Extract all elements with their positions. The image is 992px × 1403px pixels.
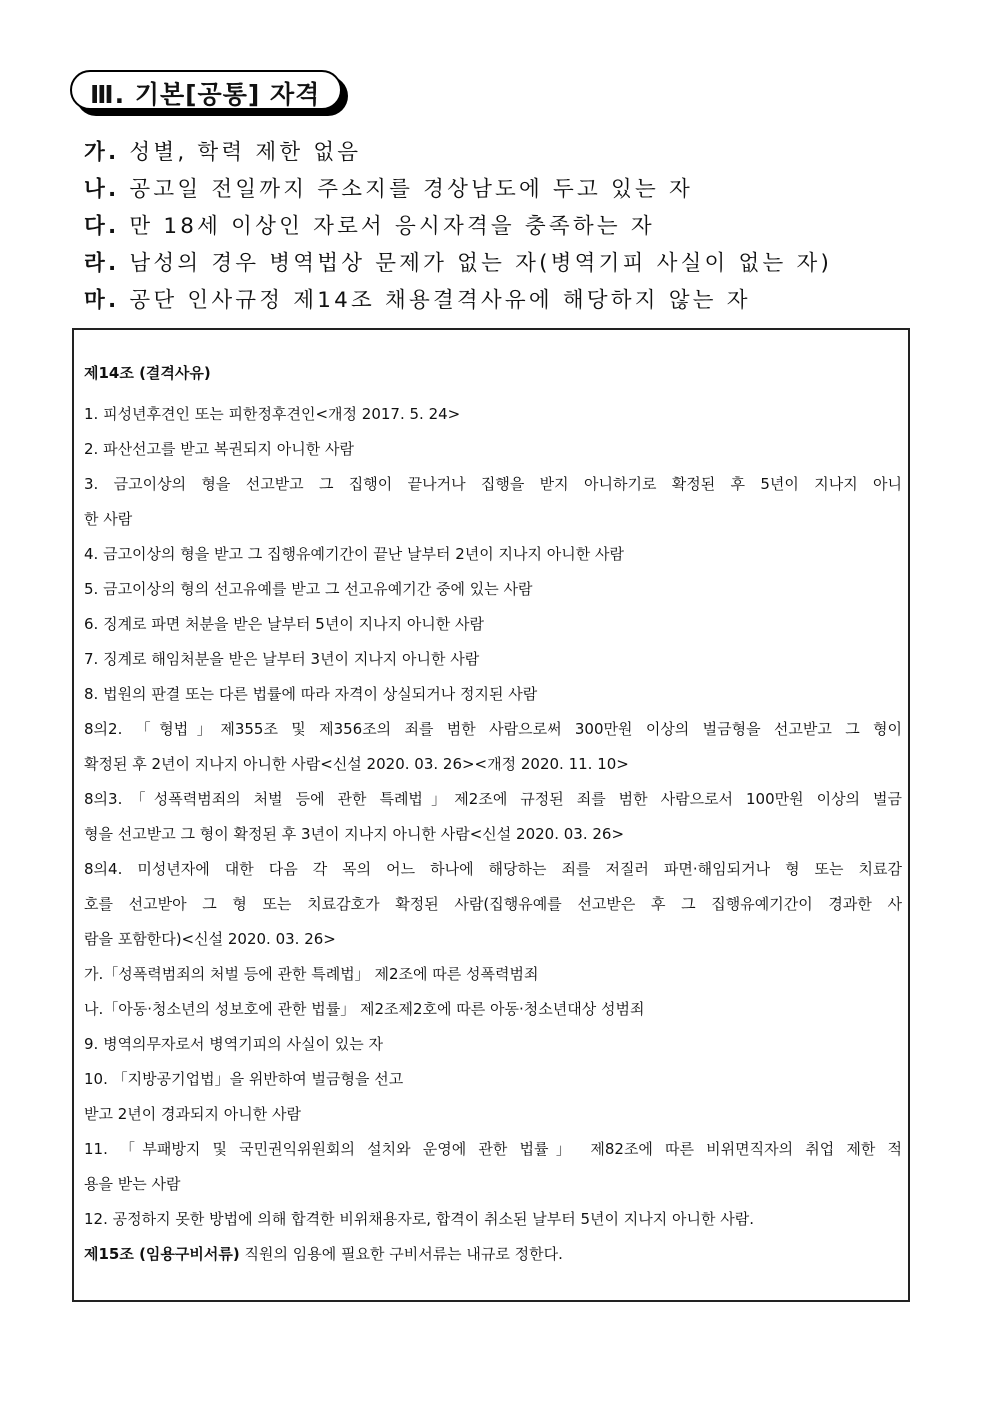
- regulation-line: 확정된 후 2년이 지나지 아니한 사람<신설 2020. 03. 26><개정 2020. 11. 10>: [84, 755, 629, 773]
- list-item: [84, 171, 944, 208]
- regulation-line: 8의3.「성폭력범죄의 처벌 등에 관한 특례법」제2조에 규정된 죄를 범한 사람으로서 100만원 이상의 벌금: [84, 790, 902, 808]
- regulation-line: 8의2. 「형법」제355조 및 제356조의 죄를 범한 사람으로써 300만원 이상의 벌금형을 선고받고 그 형이: [84, 720, 902, 738]
- article-15-text: 직원의 임용에 필요한 구비서류는 내규로 정한다.: [239, 1245, 563, 1263]
- regulation-line: 6. 징계로 파면 처분을 받은 날부터 5년이 지나지 아니한 사람: [84, 615, 485, 633]
- regulation-line: 가.「성폭력범죄의 처벌 등에 관한 특례법」 제2조에 따른 성폭력범죄: [84, 965, 539, 983]
- list-item: [84, 282, 944, 319]
- item-marker: 라.: [84, 251, 120, 276]
- item-marker: 마.: [84, 288, 120, 313]
- article-15-line: [84, 1237, 902, 1272]
- item-text: 남성의 경우 병역법상 문제가 없는 자(병역기피 사실이 없는 자): [129, 251, 833, 276]
- item-text: 공고일 전일까지 주소지를 경상남도에 두고 있는 자: [129, 177, 693, 202]
- regulation-box: [72, 328, 910, 1302]
- regulation-line: 1. 피성년후견인 또는 피한정후견인<개정 2017. 5. 24>: [84, 405, 461, 423]
- regulation-line: 용을 받는 사람: [84, 1175, 181, 1193]
- section-title-tab: [70, 70, 350, 118]
- regulation-line: 2. 파산선고를 받고 복권되지 아니한 사람: [84, 440, 354, 458]
- regulation-line: 10. 「지방공기업법」을 위반하여 벌금형을 선고: [84, 1070, 404, 1088]
- regulation-content: [84, 356, 902, 1272]
- item-text: 성별, 학력 제한 없음: [129, 140, 362, 165]
- section-title: Ⅲ. 기본[공통] 자격: [90, 80, 321, 109]
- list-item: [84, 245, 944, 282]
- regulation-line: 3. 금고이상의 형을 선고받고 그 집행이 끝나거나 집행을 받지 아니하기로 확정된 후 5년이 지나지 아니: [84, 475, 902, 493]
- regulation-line: 11. 「부패방지 및 국민권익위원회의 설치와 운영에 관한 법률」 제82조에 따른 비위면직자의 취업 제한 적: [84, 1140, 902, 1158]
- regulation-line: 5. 금고이상의 형의 선고유예를 받고 그 선고유예기간 중에 있는 사람: [84, 580, 533, 598]
- qualification-list: [84, 134, 944, 319]
- item-text: 만 18세 이상인 자로서 응시자격을 충족하는 자: [129, 214, 655, 239]
- list-item: [84, 208, 944, 245]
- regulation-line: 8의4. 미성년자에 대한 다음 각 목의 어느 하나에 해당하는 죄를 저질러 파면·해임되거나 형 또는 치료감: [84, 860, 902, 878]
- article-heading: 제14조 (결격사유): [84, 364, 211, 382]
- regulation-line: 한 사람: [84, 510, 133, 528]
- regulation-line: 나.「아동·청소년의 성보호에 관한 법률」 제2조제2호에 따른 아동·청소년대상 성범죄: [84, 1000, 645, 1018]
- item-marker: 다.: [84, 214, 120, 239]
- regulation-line: 4. 금고이상의 형을 받고 그 집행유예기간이 끝난 날부터 2년이 지나지 아니한 사람: [84, 545, 624, 563]
- regulation-line: 형을 선고받고 그 형이 확정된 후 3년이 지나지 아니한 사람<신설 2020. 03. 26>: [84, 825, 625, 843]
- item-marker: 나.: [84, 177, 120, 202]
- regulation-line: 12. 공정하지 못한 방법에 의해 합격한 비위채용자로, 합격이 취소된 날부터 5년이 지나지 아니한 사람.: [84, 1210, 755, 1228]
- regulation-line: 호를 선고받아 그 형 또는 치료감호가 확정된 사람(집행유예를 선고받은 후 그 집행유예기간이 경과한 사: [84, 895, 902, 913]
- item-marker: 가.: [84, 140, 120, 165]
- regulation-line: 받고 2년이 경과되지 아니한 사람: [84, 1105, 301, 1123]
- article-15-heading: 제15조 (임용구비서류): [84, 1245, 240, 1263]
- list-item: [84, 134, 944, 171]
- item-text: 공단 인사규정 제14조 채용결격사유에 해당하지 않는 자: [129, 288, 751, 313]
- regulation-line: 7. 징계로 해임처분을 받은 날부터 3년이 지나지 아니한 사람: [84, 650, 480, 668]
- regulation-line: 8. 법원의 판결 또는 다른 법률에 따라 자격이 상실되거나 정지된 사람: [84, 685, 538, 703]
- regulation-line: 람을 포함한다)<신설 2020. 03. 26>: [84, 930, 336, 948]
- regulation-line: 9. 병역의무자로서 병역기피의 사실이 있는 자: [84, 1035, 383, 1053]
